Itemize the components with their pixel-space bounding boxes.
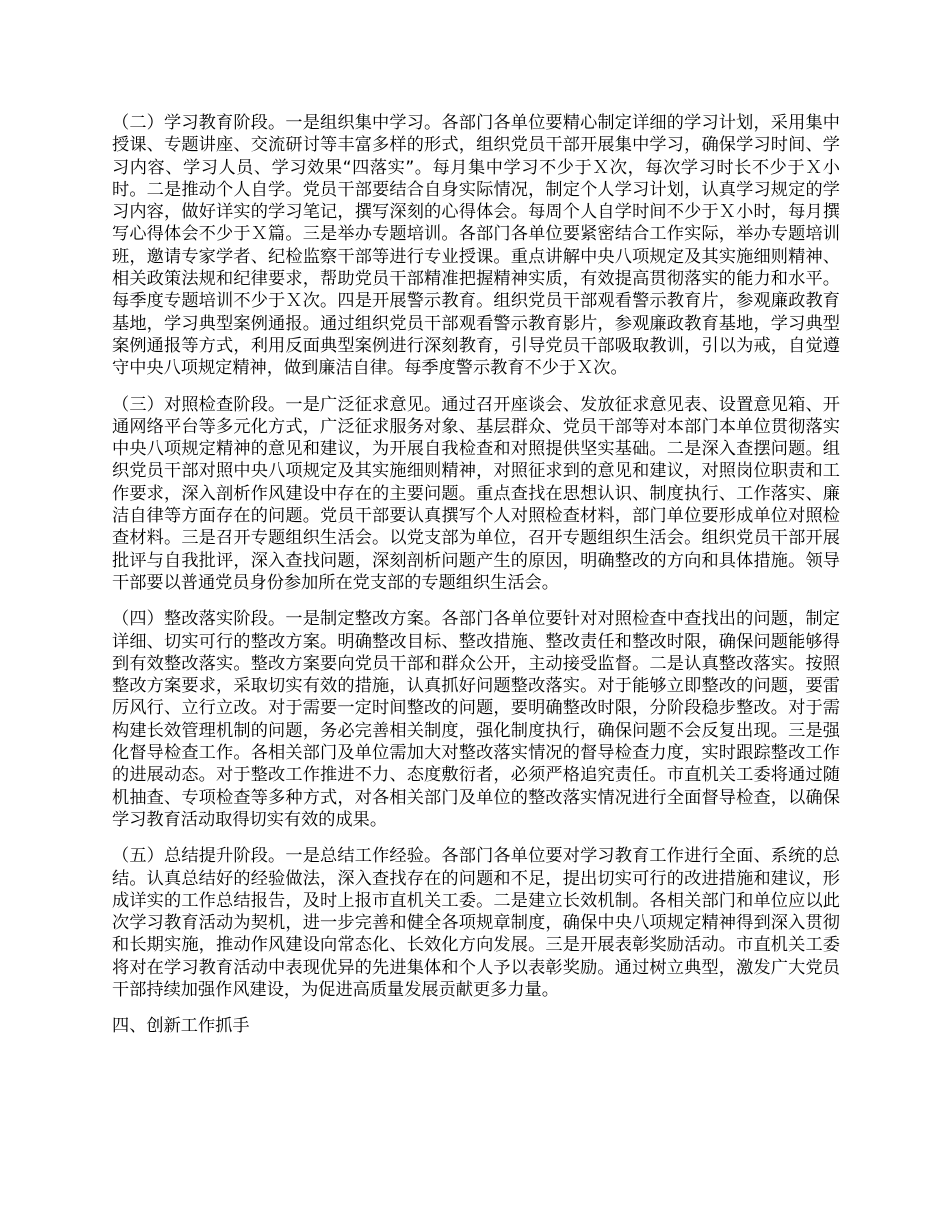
paragraph-summary-stage: （五）总结提升阶段。一是总结工作经验。各部门各单位要对学习教育工作进行全面、系统的总结。认真总结好的经验做法，深入查找存在的问题和不足，提出切实可行的改进措施和建议，形成详实的工作总结报告，及时上报市直机关工委。二是建立长效机制。各相关部门和单位应以此次学习教育活动为契机，进一步完善和健全各项规章制度，确保中央八项规定精神得到深入贯彻和长期实施，推动作风建设向常态化、长效化方向发展。三是开展表彰奖励活动。市直机关工委将对在学习教育活动中表现优异的先进集体和个人予以表彰奖励。通过树立典型，激发广大党员干部持续加强作风建设，为促进高质量发展贡献更多力量。 [112,846,840,1000]
paragraph-rectification-stage: （四）整改落实阶段。一是制定整改方案。各部门各单位要针对对照检查中查找出的问题，制定详细、切实可行的整改方案。明确整改目标、整改措施、整改责任和整改时限，确保问题能够得到有效整改落实。整改方案要向党员干部和群众公开，主动接受监督。二是认真整改落实。按照整改方案要求，采取切实有效的措施，认真抓好问题整改落实。对于能够立即整改的问题，要雷厉风行、立行立改。对于需要一定时间整改的问题，要明确整改时限，分阶段稳步整改。对于需构建长效管理机制的问题，务必完善相关制度，强化制度执行，确保问题不会反复出现。三是强化督导检查工作。各相关部门及单位需加大对整改落实情况的督导检查力度，实时跟踪整改工作的进展动态。对于整改工作推进不力、态度敷衍者，必须严格追究责任。市直机关工委将通过随机抽查、专项检查等多种方式，对各相关部门及单位的整改落实情况进行全面督导检查，以确保学习教育活动取得切实有效的成果。 [112,609,840,830]
paragraph-self-check-stage: （三）对照检查阶段。一是广泛征求意见。通过召开座谈会、发放征求意见表、设置意见箱、开通网络平台等多元化方式，广泛征求服务对象、基层群众、党员干部等对本部门本单位贯彻落实中央八项规定精神的意见和建议，为开展自我检查和对照提供坚实基础。二是深入查摆问题。组织党员干部对照中央八项规定及其实施细则精神，对照征求到的意见和建议，对照岗位职责和工作要求，深入剖析作风建设中存在的主要问题。重点查找在思想认识、制度执行、工作落实、廉洁自律等方面存在的问题。党员干部要认真撰写个人对照检查材料，部门单位要形成单位对照检查材料。三是召开专题组织生活会。以党支部为单位，召开专题组织生活会。组织党员干部开展批评与自我批评，深入查找问题，深刻剖析问题产生的原因，明确整改的方向和具体措施。领导干部要以普通党员身份参加所在党支部的专题组织生活会。 [112,394,840,593]
paragraph-study-education-stage: （二）学习教育阶段。一是组织集中学习。各部门各单位要精心制定详细的学习计划，采用集中授课、专题讲座、交流研讨等丰富多样的形式，组织党员干部开展集中学习，确保学习时间、学习内容、学习人员、学习效果“四落实”。每月集中学习不少于Ｘ次，每次学习时长不少于Ｘ小时。二是推动个人自学。党员干部要结合自身实际情况，制定个人学习计划，认真学习规定的学习内容，做好详实的学习笔记，撰写深刻的心得体会。每周个人自学时间不少于Ｘ小时，每月撰写心得体会不少于Ｘ篇。三是举办专题培训。各部门各单位要紧密结合工作实际，举办专题培训班，邀请专家学者、纪检监察干部等进行专业授课。重点讲解中央八项规定及其实施细则精神、相关政策法规和纪律要求，帮助党员干部精准把握精神实质，有效提高贯彻落实的能力和水平。每季度专题培训不少于Ｘ次。四是开展警示教育。组织党员干部观看警示教育片，参观廉政教育基地，学习典型案例通报。通过组织党员干部观看警示教育影片，参观廉政教育基地，学习典型案例通报等方式，利用反面典型案例进行深刻教育，引导党员干部吸取教训，引以为戒，自觉遵守中央八项规定精神，做到廉洁自律。每季度警示教育不少于Ｘ次。 [112,113,840,379]
document-page [112,112,840,1038]
section-heading-innovation: 四、创新工作抓手 [112,1016,250,1037]
